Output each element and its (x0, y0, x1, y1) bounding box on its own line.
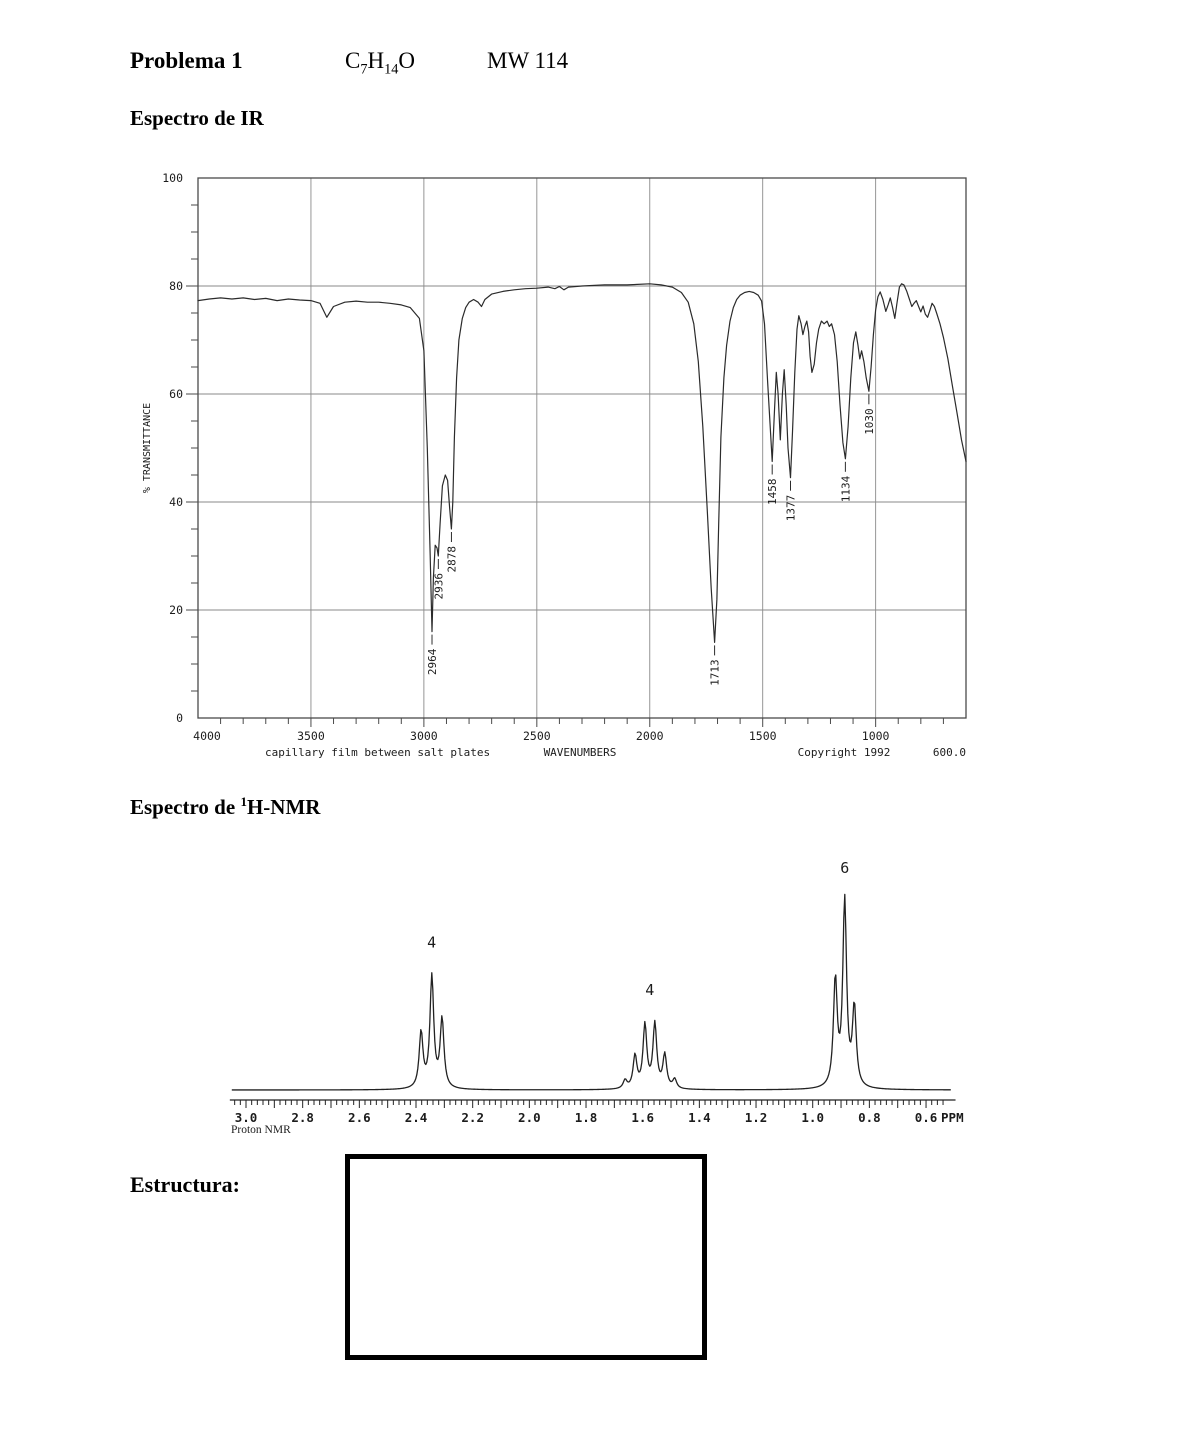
ir-peak-label: 1030 (862, 408, 876, 435)
svg-text:1500: 1500 (748, 729, 777, 743)
svg-text:2500: 2500 (522, 729, 551, 743)
ir-captions (265, 746, 966, 759)
nmr-integration-value: 4 (427, 933, 437, 952)
ir-copyright: Copyright 1992 (797, 746, 891, 759)
svg-text:40: 40 (169, 495, 183, 509)
ir-peak-labels (426, 394, 876, 686)
ir-x-end-label: 600.0 (932, 746, 966, 759)
nmr-spectrum-chart (130, 850, 1030, 1150)
svg-text:1000: 1000 (861, 729, 890, 743)
ir-axis-ticks (186, 205, 943, 727)
ir-spectrum-chart (130, 165, 980, 765)
ir-xlabel: WAVENUMBERS (543, 746, 617, 759)
molecular-weight: MW 114 (487, 48, 569, 73)
formula-subscript: 7 (360, 61, 368, 78)
svg-text:2.0: 2.0 (518, 1110, 541, 1125)
nmr-footer: Proton NMR (231, 1124, 291, 1136)
ir-curve (198, 284, 966, 643)
svg-text:0: 0 (176, 711, 183, 725)
nmr-section-heading (130, 794, 320, 820)
nmr-trace (232, 894, 951, 1090)
formula-subscript: 14 (384, 61, 399, 78)
ir-y-axis-label: % TRANSMITTANCE (142, 402, 153, 494)
nmr-ppm-unit: PPM (941, 1110, 964, 1125)
svg-text:1.0: 1.0 (801, 1110, 824, 1125)
svg-text:1.6: 1.6 (631, 1110, 654, 1125)
estructura-label: Estructura: (130, 1172, 240, 1197)
ir-peak-label: 1134 (839, 475, 853, 503)
svg-text:60: 60 (169, 387, 183, 401)
svg-text:0.6: 0.6 (914, 1110, 938, 1125)
svg-text:3000: 3000 (410, 729, 438, 743)
ir-x-tick-labels (193, 729, 889, 743)
nmr-heading-suffix: H-NMR (246, 795, 321, 819)
svg-text:1.8: 1.8 (574, 1110, 598, 1125)
ir-gridlines (198, 178, 966, 718)
ir-y-tick-labels (162, 171, 183, 725)
svg-text:3.0: 3.0 (234, 1110, 258, 1125)
svg-text:100: 100 (162, 171, 183, 185)
ir-section-heading: Espectro de IR (130, 106, 264, 130)
svg-text:1.4: 1.4 (688, 1110, 711, 1125)
svg-text:2000: 2000 (635, 729, 664, 743)
nmr-heading-superscript: 1 (240, 794, 247, 809)
ir-peak-label: 2936 (432, 573, 446, 600)
nmr-heading-prefix: Espectro de (130, 795, 241, 819)
svg-text:2.8: 2.8 (291, 1110, 314, 1125)
svg-text:1.2: 1.2 (744, 1110, 768, 1125)
estructura-answer-box[interactable] (345, 1154, 707, 1360)
svg-text:3500: 3500 (297, 729, 325, 743)
ir-peak-label: 1458 (766, 478, 780, 505)
svg-text:4000: 4000 (193, 729, 221, 743)
nmr-axis (230, 1100, 956, 1108)
nmr-integration-value: 6 (840, 859, 850, 877)
ir-peak-label: 2878 (445, 546, 459, 573)
svg-text:20: 20 (169, 603, 183, 617)
ir-peak-label: 1377 (784, 494, 798, 522)
svg-text:0.8: 0.8 (858, 1110, 881, 1125)
svg-text:80: 80 (169, 279, 183, 293)
nmr-integration-value: 4 (645, 980, 655, 999)
svg-text:2.2: 2.2 (461, 1110, 484, 1125)
ir-caption: capillary film between salt plates (265, 746, 491, 759)
ir-plot-border (198, 178, 966, 718)
molecular-formula: $C_7H_{14}O$ (345, 48, 415, 78)
nmr-tick-labels (235, 1110, 964, 1125)
problem-title: Problema 1 (130, 48, 243, 73)
svg-text:2.6: 2.6 (348, 1110, 371, 1125)
svg-text:2.4: 2.4 (404, 1110, 428, 1125)
ir-peak-label: 2964 (426, 648, 440, 676)
nmr-integration-labels (427, 859, 849, 999)
ir-peak-label: 1713 (708, 659, 722, 686)
